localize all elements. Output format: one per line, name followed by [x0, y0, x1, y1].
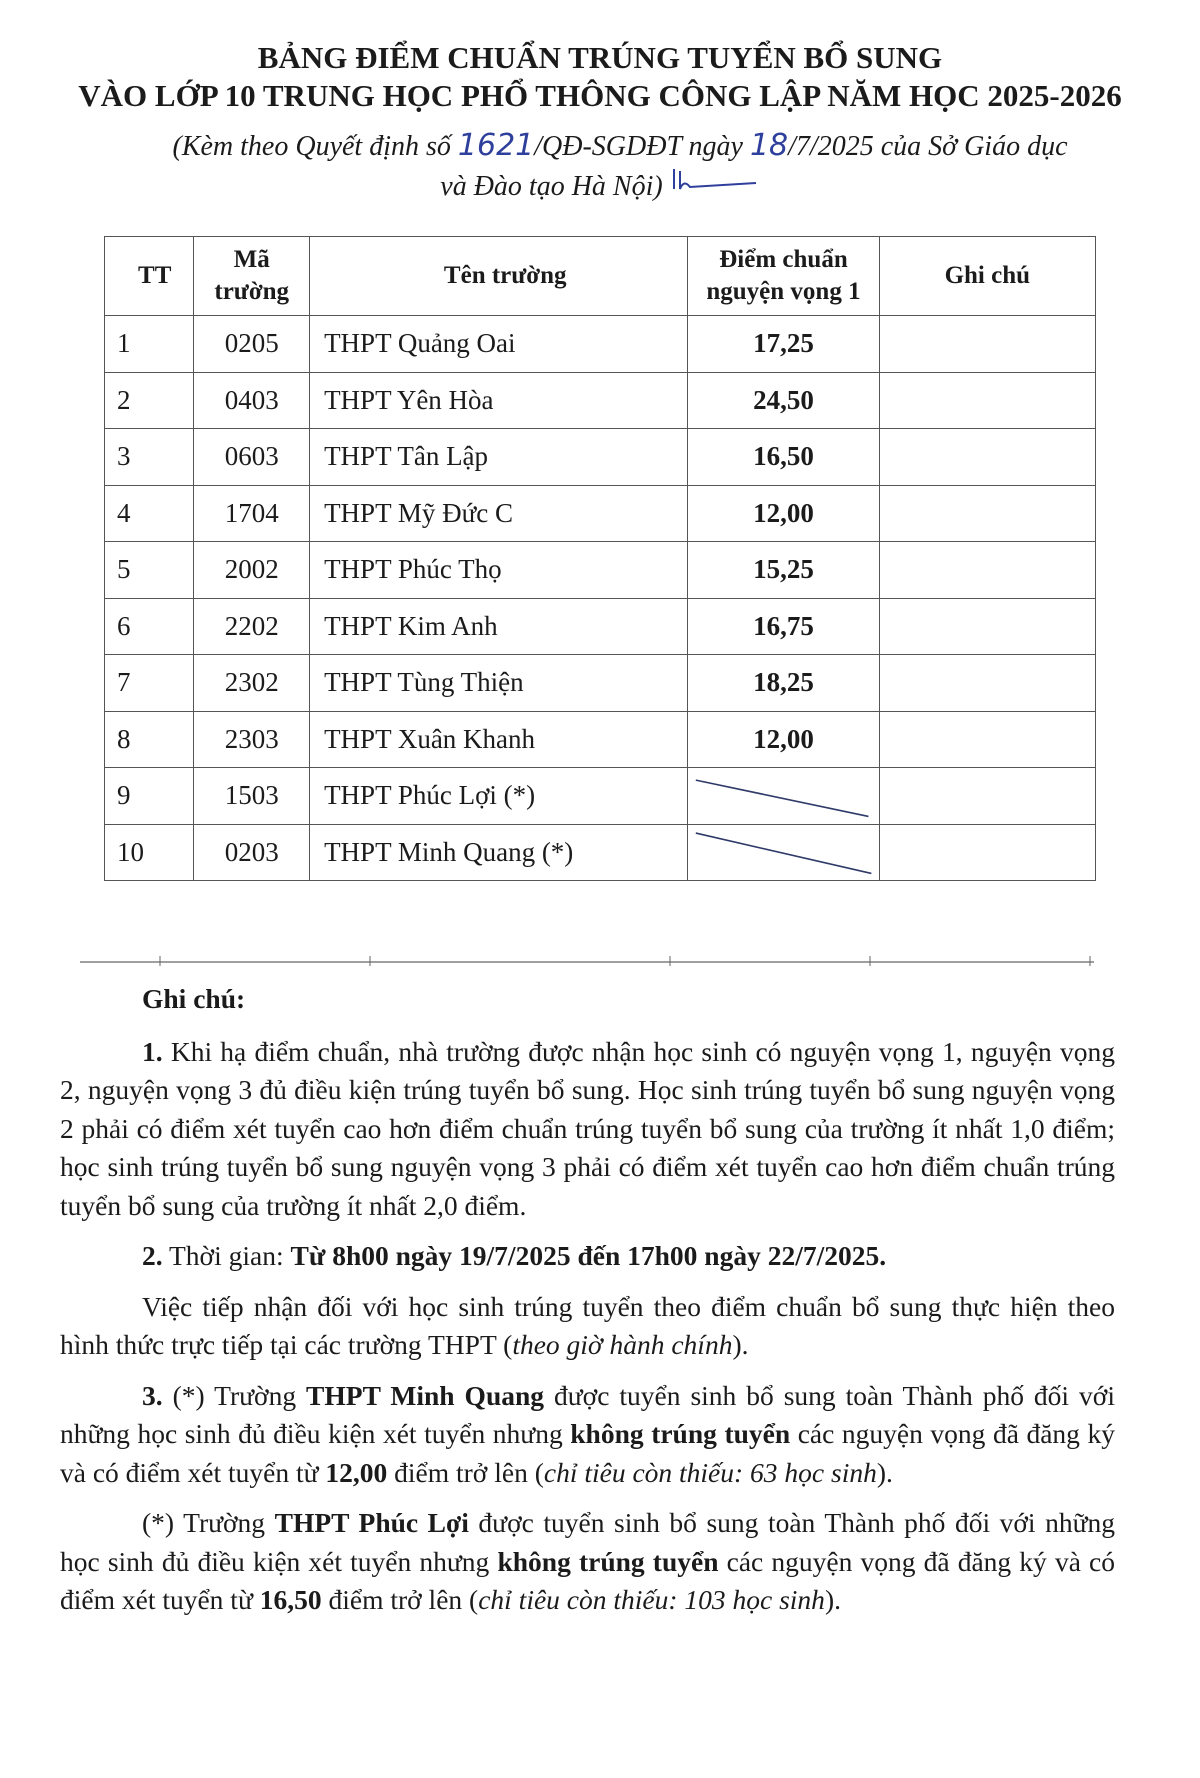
cell-tt: 9 [105, 768, 194, 825]
header-notes: Ghi chú [879, 237, 1095, 316]
note-4-d: điểm trở lên ( [321, 1584, 479, 1615]
cell-school-name: THPT Mỹ Đức C [310, 485, 688, 542]
cell-notes [879, 316, 1095, 373]
note-2-time: Từ 8h00 ngày 19/7/2025 đến 17h00 ngày 22/7/2025. [290, 1240, 887, 1271]
cell-tt: 7 [105, 655, 194, 712]
cell-school-code: 0603 [194, 429, 310, 486]
note-3-bold: không trúng tuyển [570, 1418, 791, 1449]
note-2b [60, 1288, 1115, 1365]
note-3-c: các nguyện vọng đã đăng ký và có điểm xét tuyển từ [60, 1418, 1115, 1488]
header-school-name: Tên trường [310, 237, 688, 316]
cell-cutoff-score: 16,75 [688, 598, 879, 655]
note-4-score: 16,50 [259, 1584, 322, 1615]
table-row [105, 485, 1096, 542]
table-header-row [105, 237, 1096, 316]
cell-tt: 4 [105, 485, 194, 542]
cell-tt: 6 [105, 598, 194, 655]
cell-notes [879, 542, 1095, 599]
cell-cutoff-score: 24,50 [688, 372, 879, 429]
note-3-school: THPT Minh Quang [306, 1379, 545, 1411]
cell-notes [879, 598, 1095, 655]
note-4 [60, 1504, 1115, 1620]
header-tt: TT [105, 237, 194, 316]
note-1-number: 1. [142, 1035, 163, 1067]
cell-school-name: THPT Minh Quang (*) [310, 824, 688, 881]
cell-tt: 5 [105, 542, 194, 599]
cell-notes [879, 824, 1095, 881]
cell-school-name: THPT Yên Hòa [310, 372, 688, 429]
table-row [105, 316, 1096, 373]
note-3-b: được tuyển sinh bổ sung toàn Thành phố đối với những học sinh đủ điều kiện xét tuyển nhưng [60, 1379, 1115, 1449]
document-title-line2: VÀO LỚP 10 TRUNG HỌC PHỔ THÔNG CÔNG LẬP NĂM HỌC 2025-2026 [78, 78, 1122, 113]
cell-cutoff-score: 12,00 [688, 711, 879, 768]
cell-notes [879, 768, 1095, 825]
note-2-number: 2. [142, 1240, 163, 1271]
note-4-bold: không trúng tuyển [497, 1545, 719, 1577]
note-2-label: Thời gian: [162, 1240, 291, 1271]
cell-notes [879, 711, 1095, 768]
note-1-text: Khi hạ điểm chuẩn, nhà trường được nhận học sinh có nguyện vọng 1, nguyện vọng 2, nguyện vọng 3 đủ điều kiện trúng tuyển bổ sung. Học sinh trúng tuyển bổ sung nguyện vọng 2 phải có điểm xét tuyển cao hơn điểm chuẩn trúng tuyển bổ sung của trường ít nhất 1,0 điểm; học sinh trúng tuyển bổ sung nguyện vọng 3 phải có điểm xét tuyển cao hơn điểm chuẩn trúng tuyển bổ sung của trường ít nhất 2,0 điểm. [60, 1035, 1115, 1221]
note-3 [60, 1377, 1115, 1493]
cell-school-code: 0403 [194, 372, 310, 429]
note-3-a: (*) Trường [162, 1379, 307, 1411]
note-2b-text: Việc tiếp nhận đối với học sinh trúng tuyển theo điểm chuẩn bổ sung thực hiện theo hình thức trực tiếp tại các trường THPT ( [60, 1290, 1115, 1360]
cell-school-name: THPT Quảng Oai [310, 316, 688, 373]
cell-cutoff-score-struck [688, 824, 879, 881]
strike-line-icon [688, 825, 878, 881]
notes-section [60, 980, 1115, 1620]
note-4-school: THPT Phúc Lợi [274, 1507, 469, 1538]
cell-cutoff-score: 18,25 [688, 655, 879, 712]
signature-mark-icon [670, 165, 760, 195]
table-row [105, 598, 1096, 655]
cell-cutoff-score-struck [688, 768, 879, 825]
table-row [105, 655, 1096, 712]
document-title-line1: BẢNG ĐIỂM CHUẨN TRÚNG TUYỂN BỔ SUNG [257, 40, 943, 75]
cell-notes [879, 372, 1095, 429]
subtitle-line1 [0, 128, 1200, 163]
notes-heading: Ghi chú: [142, 983, 246, 1014]
cell-tt: 1 [105, 316, 194, 373]
cell-school-code: 0203 [194, 824, 310, 881]
cutoff-score-table [104, 236, 1096, 881]
signature-initials [670, 173, 760, 201]
separator-rule [80, 956, 1094, 968]
cell-school-code: 1704 [194, 485, 310, 542]
table-row [105, 542, 1096, 599]
note-3-score: 12,00 [325, 1456, 388, 1488]
note-4-b: được tuyển sinh bổ sung toàn Thành phố đối với những học sinh đủ điều kiện xét tuyển nhưng [60, 1507, 1116, 1577]
note-4-end: ). [824, 1584, 841, 1615]
table-row [105, 824, 1096, 881]
subtitle-prefix: (Kèm theo Quyết định số [172, 131, 458, 162]
cell-tt: 8 [105, 711, 194, 768]
cell-school-code: 2303 [194, 711, 310, 768]
note-3-italic: chỉ tiêu còn thiếu: 63 học sinh [543, 1456, 877, 1488]
handwritten-day: 18 [749, 128, 789, 163]
cell-school-code: 2202 [194, 598, 310, 655]
cell-school-name: THPT Xuân Khanh [310, 711, 688, 768]
note-3-end: ). [876, 1456, 893, 1488]
subtitle-line2-text: và Đào tạo Hà Nội) [440, 171, 663, 202]
table-row [105, 372, 1096, 429]
cell-tt: 3 [105, 429, 194, 486]
cell-school-code: 0205 [194, 316, 310, 373]
note-1 [60, 1033, 1115, 1226]
cell-tt: 10 [105, 824, 194, 881]
cell-school-code: 2002 [194, 542, 310, 599]
note-4-italic: chỉ tiêu còn thiếu: 103 học sinh [478, 1584, 825, 1615]
cell-school-code: 1503 [194, 768, 310, 825]
table-row [105, 711, 1096, 768]
handwritten-decision-number: 1621 [457, 128, 535, 163]
cell-cutoff-score: 17,25 [688, 316, 879, 373]
note-4-c: các nguyện vọng đã đăng ký và có điểm xét tuyển từ [60, 1545, 1115, 1615]
cell-school-name: THPT Tùng Thiện [310, 655, 688, 712]
subtitle-line2 [0, 165, 1200, 203]
header-cutoff-score: Điểm chuẩn nguyện vọng 1 [688, 237, 879, 316]
table-row [105, 768, 1096, 825]
cell-notes [879, 429, 1095, 486]
note-2b-end: ). [732, 1329, 749, 1360]
cell-school-name: THPT Tân Lập [310, 429, 688, 486]
table-row [105, 429, 1096, 486]
cell-school-name: THPT Phúc Lợi (*) [310, 768, 688, 825]
note-2 [60, 1237, 1115, 1276]
subtitle-mid: /QĐ-SGDĐT ngày [534, 131, 750, 162]
note-3-number: 3. [142, 1379, 163, 1411]
subtitle-suffix: /7/2025 của Sở Giáo dục [788, 131, 1068, 162]
cell-cutoff-score: 16,50 [688, 429, 879, 486]
cell-notes [879, 655, 1095, 712]
note-3-d: điểm trở lên ( [387, 1456, 544, 1488]
cell-tt: 2 [105, 372, 194, 429]
cell-cutoff-score: 12,00 [688, 485, 879, 542]
cell-notes [879, 485, 1095, 542]
cell-school-name: THPT Phúc Thọ [310, 542, 688, 599]
cell-cutoff-score: 15,25 [688, 542, 879, 599]
note-2b-italic: theo giờ hành chính [512, 1329, 733, 1360]
cell-school-name: THPT Kim Anh [310, 598, 688, 655]
header-school-code: Mã trường [194, 237, 310, 316]
note-4-a: (*) Trường [142, 1507, 275, 1538]
cell-school-code: 2302 [194, 655, 310, 712]
strike-line-icon [688, 768, 878, 824]
